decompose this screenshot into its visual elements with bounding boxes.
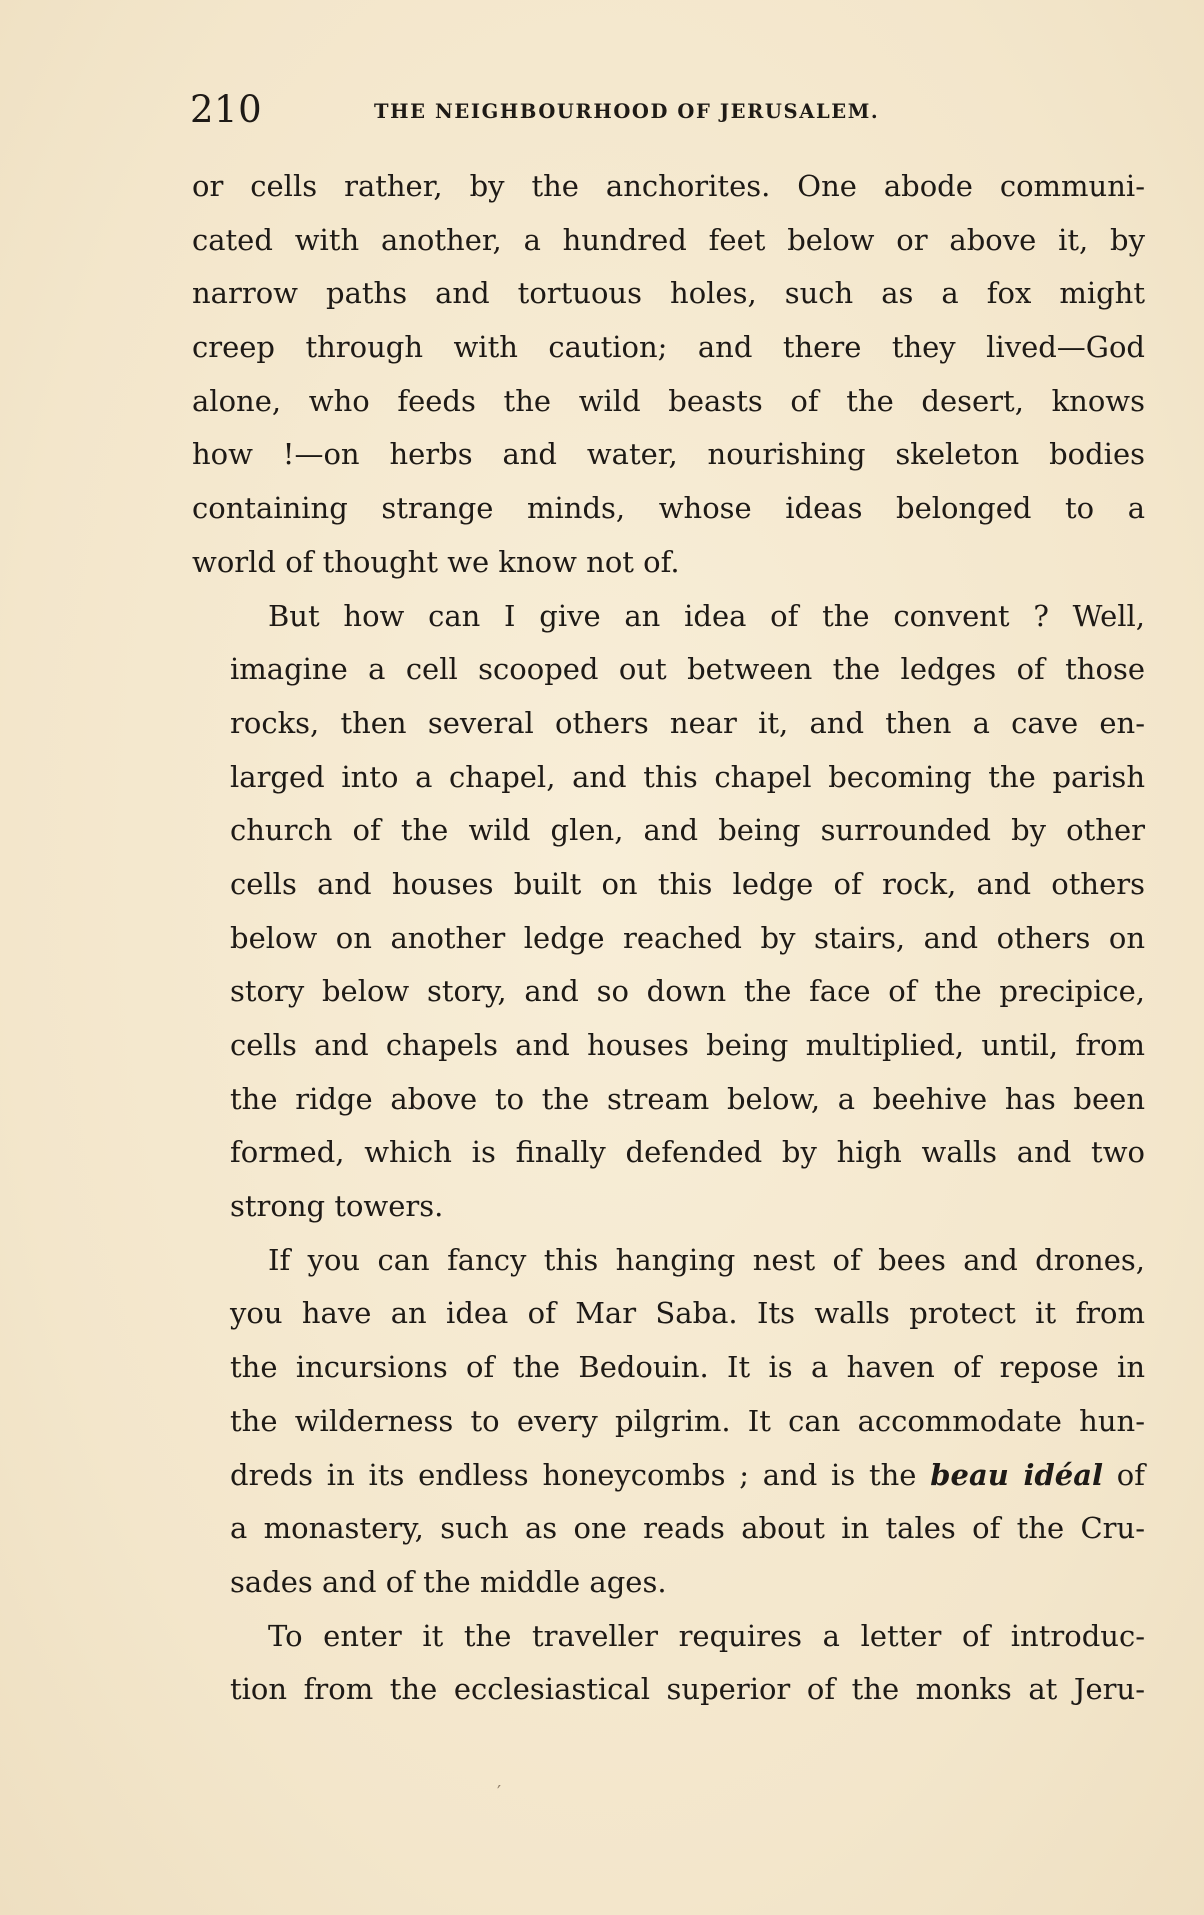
text-line: tion from the ecclesiastical superior of the monks at Jeru- [230, 1672, 1145, 1707]
paragraph-1 [192, 160, 1145, 590]
page-number: 210 [190, 88, 263, 131]
text-line: below on another ledge reached by stairs, and others on [230, 920, 1145, 955]
text-fragment: of [1103, 1457, 1145, 1492]
text-line: how !—on herbs and water, nourishing skeleton bodies [192, 437, 1145, 472]
text-line: creep through with caution; and there they lived—God [192, 330, 1145, 365]
paragraph-4 [192, 1610, 1145, 1717]
paragraph-3 [192, 1234, 1145, 1610]
text-line: narrow paths and tortuous holes, such as a fox might [192, 276, 1145, 311]
text-line: or cells rather, by the anchorites. One abode communi- [192, 169, 1145, 203]
text-line: To enter it the traveller requires a letter of introduc- [268, 1618, 1145, 1653]
text-line: containing strange minds, whose ideas belonged to a [192, 491, 1145, 526]
text-line: cated with another, a hundred feet below or above it, by [192, 222, 1145, 257]
text-line: story below story, and so down the face of the precipice, [230, 974, 1145, 1009]
print-speck: ′ [497, 1782, 502, 1803]
text-line: larged into a chapel, and this chapel becoming the parish [230, 759, 1145, 794]
text-line: the incursions of the Bedouin. It is a haven of repose in [230, 1350, 1145, 1385]
text-line: imagine a cell scooped out between the ledges of those [230, 652, 1145, 687]
text-line: alone, who feeds the wild beasts of the desert, knows [192, 383, 1145, 418]
text-line: sades and of the middle ages. [230, 1564, 667, 1599]
text-line: cells and houses built on this ledge of rock, and others [230, 866, 1145, 901]
text-line: church of the wild glen, and being surrounded by other [230, 813, 1145, 848]
text-line: a monastery, such as one reads about in tales of the Cru- [230, 1511, 1145, 1546]
text-line: world of thought we know not of. [192, 544, 680, 579]
running-title: THE NEIGHBOURHOOD OF JERUSALEM. [374, 100, 880, 123]
text-line: the wilderness to every pilgrim. It can accommodate hun- [230, 1403, 1145, 1438]
text-line: But how can I give an idea of the convent ? Well, [268, 598, 1145, 633]
paragraph-2 [192, 590, 1145, 1234]
text-line: cells and chapels and houses being multiplied, until, from [230, 1028, 1145, 1062]
text-line: rocks, then several others near it, and then a cave en- [230, 705, 1145, 740]
text-line: the ridge above to the stream below, a beehive has been [230, 1081, 1145, 1116]
text-line [192, 1449, 1145, 1503]
text-line: strong towers. [230, 1189, 444, 1224]
text-fragment: dreds in its endless honeycombs ; and is the [230, 1457, 931, 1492]
text-line: formed, which is finally defended by high walls and two [230, 1135, 1145, 1170]
running-head [190, 88, 1145, 138]
italic-phrase: beau idéal [930, 1457, 1104, 1492]
body-text [192, 160, 1145, 1717]
text-line: you have an idea of Mar Saba. Its walls protect it from [230, 1296, 1145, 1331]
text-line: If you can fancy this hanging nest of bees and drones, [268, 1242, 1145, 1277]
